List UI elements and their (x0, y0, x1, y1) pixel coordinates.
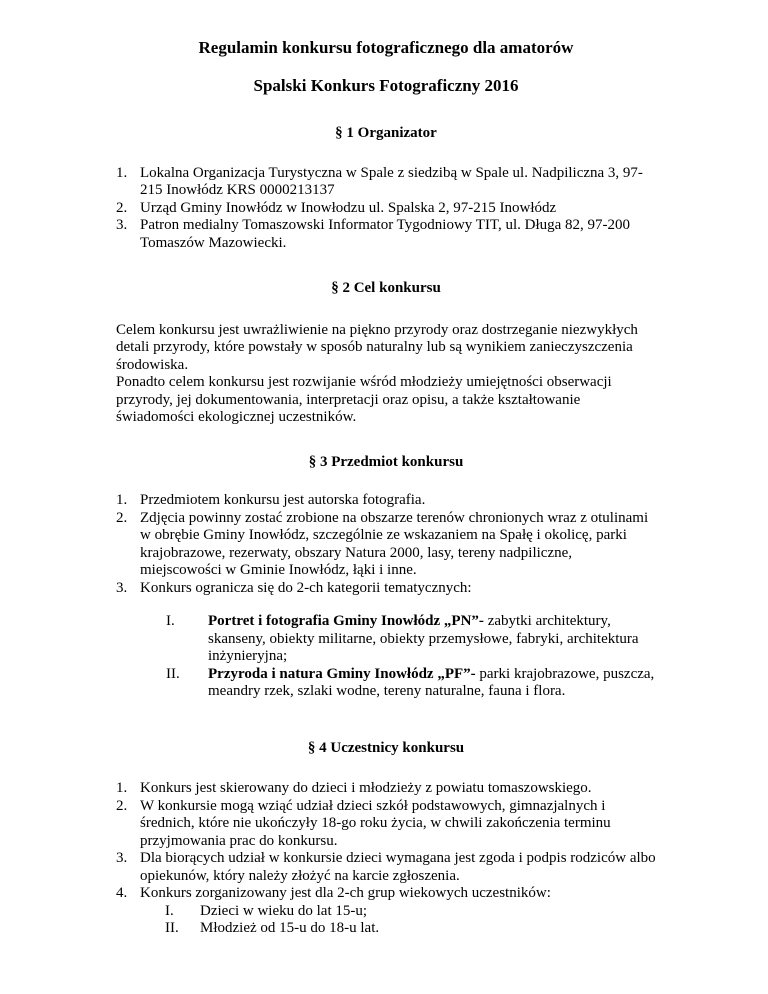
age-group-list (140, 903, 656, 938)
document-subtitle: Spalski Konkurs Fotograficzny 2016 (253, 76, 519, 95)
list-item: 3. Patron medialny Tomaszowski Informator Tygodniowy TIT, ul. Długa 82, 97-200 Tomaszów Mazowiecki. (116, 217, 631, 251)
list-item: 2. Urząd Gminy Inowłódz w Inowłodzu ul. Spalska 2, 97-215 Inowłódz (116, 199, 557, 216)
list-item: 4. Konkurs zorganizowany jest dla 2-ch grup wiekowych uczestników: I. Dzieci w wieku do lat 15-u; II. Młodzież od 15-u do 18-u lat. (116, 885, 656, 938)
category-item: I. Portret i fotografia Gminy Inowłódz „PN”- zabytki architektury, skanseny, obiekty militarne, obiekty przemysłowe, fabryki, architektura inżynieryjna; (166, 613, 639, 664)
list-item: 1. Konkurs jest skierowany do dzieci i młodzieży z powiatu tomaszowskiego. (116, 780, 592, 796)
list-item: 2. W konkursie mogą wziąć udział dzieci szkół podstawowych, gimnazjalnych i średnich, które nie ukończyły 18-go roku życia, w chwili zakończenia terminu przyjmowania prac do konkursu. (116, 797, 611, 849)
numbered-list (116, 165, 656, 253)
section-heading: § 1 Organizator (335, 125, 437, 141)
section-heading: § 2 Cel konkursu (331, 280, 441, 296)
list-item: 1. Przedmiotem konkursu jest autorska fotografia. (116, 492, 426, 508)
list-item: 2. Zdjęcia powinny zostać zrobione na obszarze terenów chronionych wraz z otulinami w obrębie Gminy Inowłódz, szczególnie ze wskazaniem na Spałę i okolicę, parki krajobrazowe, rezerwaty, obszary Natura 2000, lasy, tereny nadpiliczne, miejscowości w Gminie Inowłódz, łąki i inne. (116, 509, 649, 578)
age-group-item: II. Młodzież od 15-u do 18-u lat. (165, 920, 380, 936)
paragraph: Ponadto celem konkursu jest rozwijanie wśród młodzieży umiejętności obserwacji przyrody, jej dokumentowania, interpretacji oraz opisu, a także kształtowanie świadomości ekologicznej uczestników. (116, 374, 612, 425)
list-item: 3. Dla biorących udział w konkursie dzieci wymagana jest zgoda i podpis rodziców albo opiekunów, który należy złożyć na karcie zgłoszenia. (116, 850, 656, 884)
list-item: 1. Lokalna Organizacja Turystyczna w Spale z siedzibą w Spale ul. Nadpiliczna 3, 97-215 Inowłódz KRS 0000213137 (116, 164, 643, 198)
category-list (140, 613, 656, 701)
paragraph: Celem konkursu jest uwrażliwienie na piękno przyrody oraz dostrzeganie niezwykłych detali przyrody, które powstały w sposób naturalny lub są wynikiem zanieczyszczenia środowiska. (116, 321, 638, 373)
age-group-item: I. Dzieci w wieku do lat 15-u; (165, 902, 368, 919)
document-title: Regulamin konkursu fotograficznego dla amatorów (198, 38, 574, 57)
category-item: II. Przyroda i natura Gminy Inowłódz „PF”- parki krajobrazowe, puszcza, meandry rzek, szlaki wodne, tereny naturalne, fauna i flora. (166, 665, 655, 699)
numbered-list (116, 780, 656, 938)
section-heading: § 3 Przedmiot konkursu (308, 453, 464, 470)
section-heading: § 4 Uczestnicy konkursu (307, 739, 465, 756)
list-item: 3. Konkurs ogranicza się do 2-ch kategorii tematycznych: I. Portret i fotografia Gminy Inowłódz „PN”- zabytki architektury, skanseny, obiekty militarne, obiekty przemysłowe, fabryki, architektura inżynieryjna; II. Przyroda i natura Gminy Inowłódz „PF”- parki krajobrazowe, puszcza, meandry rzek, szlaki wodne, tereny naturalne, fauna i flora. (116, 579, 655, 699)
numbered-list (116, 492, 656, 701)
